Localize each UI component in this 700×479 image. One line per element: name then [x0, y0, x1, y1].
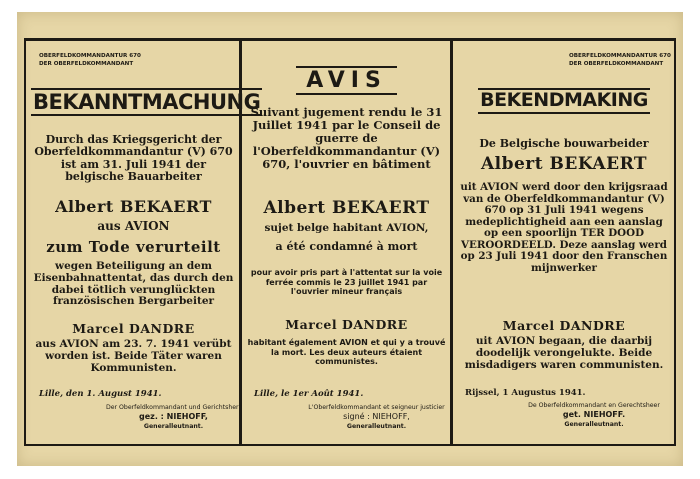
office-right-line1: OBERFELDKOMMANDANTUR 670 — [569, 53, 671, 59]
french-sig-line2: signé : NIEHOFF, — [343, 412, 410, 422]
german-sig-line1: Der Oberfeldkommandant und Gerichtsherr — [105, 404, 242, 411]
office-left-line1: OBERFELDKOMMANDANTUR 670 — [39, 53, 141, 59]
dutch-accomplice-text: uit AVION begaan, die daarbij doodelijk verongelukte. Beide misdadigers waren communisten. — [464, 335, 664, 371]
german-name: Albert BEKAERT — [55, 197, 212, 216]
dutch-sig-line1: De Oberfeldkommandant en Gerechtsheer — [528, 402, 660, 409]
dutch-signature — [519, 402, 669, 430]
dutch-title: BEKENDMAKING — [478, 88, 650, 114]
dutch-column — [459, 42, 669, 442]
french-reason: pour avoir pris part à l'attentat sur la voie ferrée commis le 23 juillet 1941 par l'ouvrier mineur français — [250, 268, 443, 297]
german-accomplice-text: aus AVION am 23. 7. 1941 verübt worden ist. Beide Täter waren Kommunisten. — [35, 338, 232, 374]
french-place: sujet belge habitant AVION, — [264, 222, 429, 234]
office-left-line2: DER OBERFELDKOMMANDANT — [39, 61, 134, 67]
german-sig-line3: Generalleutnant. — [143, 423, 204, 431]
french-column — [246, 42, 447, 442]
german-intro: Durch das Kriegsgericht der Oberfeldkommandantur (V) 670 ist am 31. Juli 1941 der belgische Bauarbeiter — [34, 133, 233, 183]
german-date: Lille, den 1. August 1941. — [39, 389, 162, 399]
french-sig-line1: L'Oberfeldkommandant et seigneur justicier — [308, 404, 445, 411]
dutch-intro: De Belgische bouwarbeider — [479, 137, 649, 150]
dutch-text: uit AVION werd door den krijgsraad van de Oberfeldkommandantur (V) 670 op 31 Juli 1941 wegens medeplichtigheid aan een aanslag op een spoorlijn TER DOOD VEROORDEELD. Deze aanslag werd op 23 Juli 1941 door den Franschen mijnwerker — [460, 181, 668, 274]
german-accomplice: Marcel DANDRE — [72, 321, 195, 336]
dutch-name: Albert BEKAERT — [480, 154, 648, 174]
office-right-line2: DER OBERFELDKOMMANDANT — [569, 61, 664, 67]
french-accomplice: Marcel DANDRE — [285, 317, 408, 332]
french-accomplice-text: habitant également AVION et qui y a trouvé la mort. Les deux auteurs étaient communistes. — [247, 338, 446, 367]
german-signature — [101, 404, 246, 432]
column-divider-right — [450, 38, 453, 446]
german-column — [31, 42, 261, 442]
french-verdict: a été condamné à mort — [275, 240, 418, 253]
french-name: Albert BEKAERT — [263, 198, 430, 218]
french-sig-line3: Generalleutnant. — [346, 423, 407, 431]
french-date: Lille, le 1er Août 1941. — [254, 389, 364, 399]
dutch-sig-line2: get. NIEHOFF. — [562, 410, 626, 420]
dutch-sig-line3: Generalleutnant. — [564, 421, 624, 429]
poster-sheet — [17, 12, 683, 466]
german-verdict: zum Tode verurteilt — [46, 238, 221, 256]
french-title: AVIS — [296, 66, 397, 95]
french-signature — [306, 404, 447, 432]
german-place: aus AVION — [97, 219, 170, 233]
dutch-accomplice: Marcel DANDRE — [502, 318, 626, 333]
dutch-date: Rijssel, 1 Augustus 1941. — [465, 388, 586, 398]
german-title: BEKANNTMACHUNG — [31, 88, 262, 116]
german-sig-line2: gez. : NIEHOFF, — [139, 412, 208, 422]
french-intro: Suivant jugement rendu le 31 Juillet 1941 par le Conseil de guerre de l'Oberfeldkommandantur (V) 670, l'ouvrier en bâtiment — [250, 105, 443, 171]
german-reason: wegen Beteiligung an dem Eisenbahnattentat, das durch den dabei tötlich verunglückten französischen Bergarbeiter — [33, 260, 234, 308]
